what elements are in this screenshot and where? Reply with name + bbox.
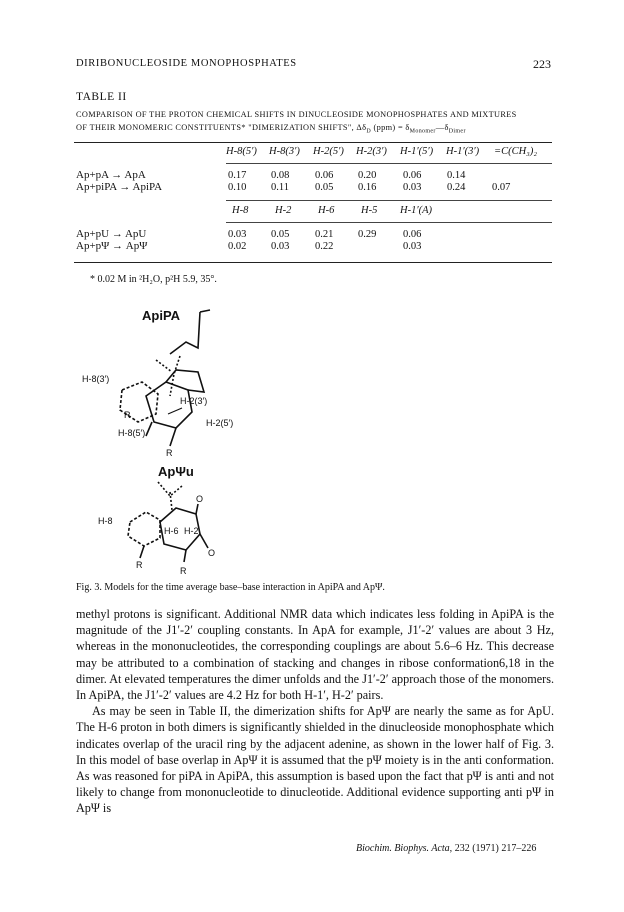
col-h2-3: H-2(3′) [356,146,387,157]
cell: 0.05 [315,182,334,193]
table-header-rule-2a [226,200,552,201]
label-h8-5: H-8(5′) [118,428,146,438]
label-h2-5: H-2(5′) [206,418,234,428]
table-bottom-rule [74,262,552,263]
caption-subscript-d: D [366,128,372,135]
cell: 0.06 [315,170,334,181]
col-h6: H-6 [318,205,335,216]
caption-eq: (ppm) = δ [371,123,410,132]
label-o1: O [196,494,204,504]
table-label: TABLE II [76,91,127,103]
cell: 0.06 [403,229,422,240]
col-h8-5: H-8(5′) [226,146,257,157]
caption-text: OF THEIR MONOMERIC CONSTITUENTS* "DIMERIZATION SHIFTS", Δδ [76,123,367,132]
cell: 0.03 [403,182,422,193]
cell: 0.14 [447,170,466,181]
table-footnote: * 0.02 M in ²H₂O, p²H 5.9, 35°. [90,274,217,285]
label-h8-3: H-8(3′) [82,374,110,384]
cell: 0.05 [271,229,290,240]
col-h1a: H-1′(A) [400,205,433,216]
cell: 0.16 [358,182,377,193]
figure-title-appsiu: ApΨu [158,464,194,479]
label-h2-3: H-2(3′) [180,396,208,406]
table-caption-line1: COMPARISON OF THE PROTON CHEMICAL SHIFTS IN DINUCLEOSIDE MONOPHOSPHATES AND MIXTURES [76,110,517,119]
table-header-rule-1 [226,163,552,164]
cell: 0.02 [228,241,247,252]
caption-minus: —δ [435,123,449,132]
cell: 0.11 [271,182,289,193]
label-r1: R [124,410,131,420]
body-text [76,606,554,817]
cell: 0.22 [315,241,334,252]
cell: 0.03 [271,241,290,252]
journal-name: Biochim. Biophys. Acta, [356,843,453,854]
figure-title-apipa: ApiPA [142,308,181,323]
col-cch3: =C(CH₃)₂ [494,146,537,157]
label-o2: O [208,548,216,558]
col-h1-5: H-1′(5′) [400,146,434,157]
table-top-rule [74,142,552,143]
page-number: 223 [533,57,551,71]
table-caption-line2 [76,123,466,135]
col-h8-3: H-8(3′) [269,146,300,157]
row-apa-label: Ap+pA → ApA [76,169,146,181]
cell: 0.10 [228,182,247,193]
caption-subscript-dimer: Dimer [448,128,466,135]
label-h8: H-8 [98,516,113,526]
label-r2: R [166,448,173,458]
label-h2: H-2 [184,526,199,536]
cell: 0.17 [228,170,247,181]
table-header-rule-2b [226,222,552,223]
col-h1-3: H-1′(3′) [446,146,480,157]
label-r4: R [180,566,187,576]
journal-citation [356,843,536,854]
figure-3-models [60,296,320,578]
cell: 0.07 [492,182,511,193]
row-apipa-label: Ap+piPA → ApiPA [76,181,163,193]
paragraph-1: methyl protons is significant. Additional NMR data which indicates less folding in ApiPA is the magnitude of the J1′-2′ coupling constants. In ApA for example, J1′-2′ values are about 3 Hz, whereas in the mononucleotides, the corresponding couplings are about 5.6–6 Hz. This decrease may be attributed to a combination of stacking and changes in ribose conformation6,18 in the dimer. At elevated temperatures the dimer unfolds and the J1′-2′ approach those of the monomers. In ApiPA, the J1′-2′ values are 4.2 Hz for both H-1′, H-2′ pairs. [76,607,554,703]
col-h8: H-8 [232,205,249,216]
figure-caption: Fig. 3. Models for the time average base–base interaction in ApiPA and ApΨ. [76,582,385,593]
col-h2: H-2 [275,205,292,216]
cell: 0.03 [403,241,422,252]
paragraph-2: As may be seen in Table II, the dimerization shifts for ApΨ are nearly the same as for ApU. The H-6 proton in both dimers is significantly shielded in the dinucleoside monophosphate which indicates overlap of the uracil ring by the adjacent adenine, as shown in the lower half of Fig. 3. In this model of base overlap in ApΨ it is assumed that the pΨ moiety is in the anti conformation. As was reasoned for piPA in ApiPA, this assumption is based upon the fact that pΨ is anti and not likely to change from mononucleotide to dinucleotide. Additional evidence supporting anti pΨ in ApΨ is [76,704,554,816]
cell: 0.20 [358,170,377,181]
label-h6: H-6 [164,526,179,536]
journal-volume: 232 (1971) 217–226 [454,843,537,854]
row-appsi-label: Ap+pΨ → ApΨ [76,240,148,252]
cell: 0.21 [315,229,334,240]
caption-subscript-monomer: Monomer [409,128,436,135]
ring-adenine [128,512,160,546]
cell: 0.24 [447,182,466,193]
col-h5: H-5 [361,205,378,216]
cell: 0.29 [358,229,377,240]
row-apu-label: Ap+pU → ApU [76,228,147,240]
running-header: DIRIBONUCLEOSIDE MONOPHOSPHATES [76,58,297,69]
label-r3: R [136,560,143,570]
cell: 0.06 [403,170,422,181]
cell: 0.08 [271,170,290,181]
cell: 0.03 [228,229,247,240]
col-h2-5: H-2(5′) [313,146,344,157]
